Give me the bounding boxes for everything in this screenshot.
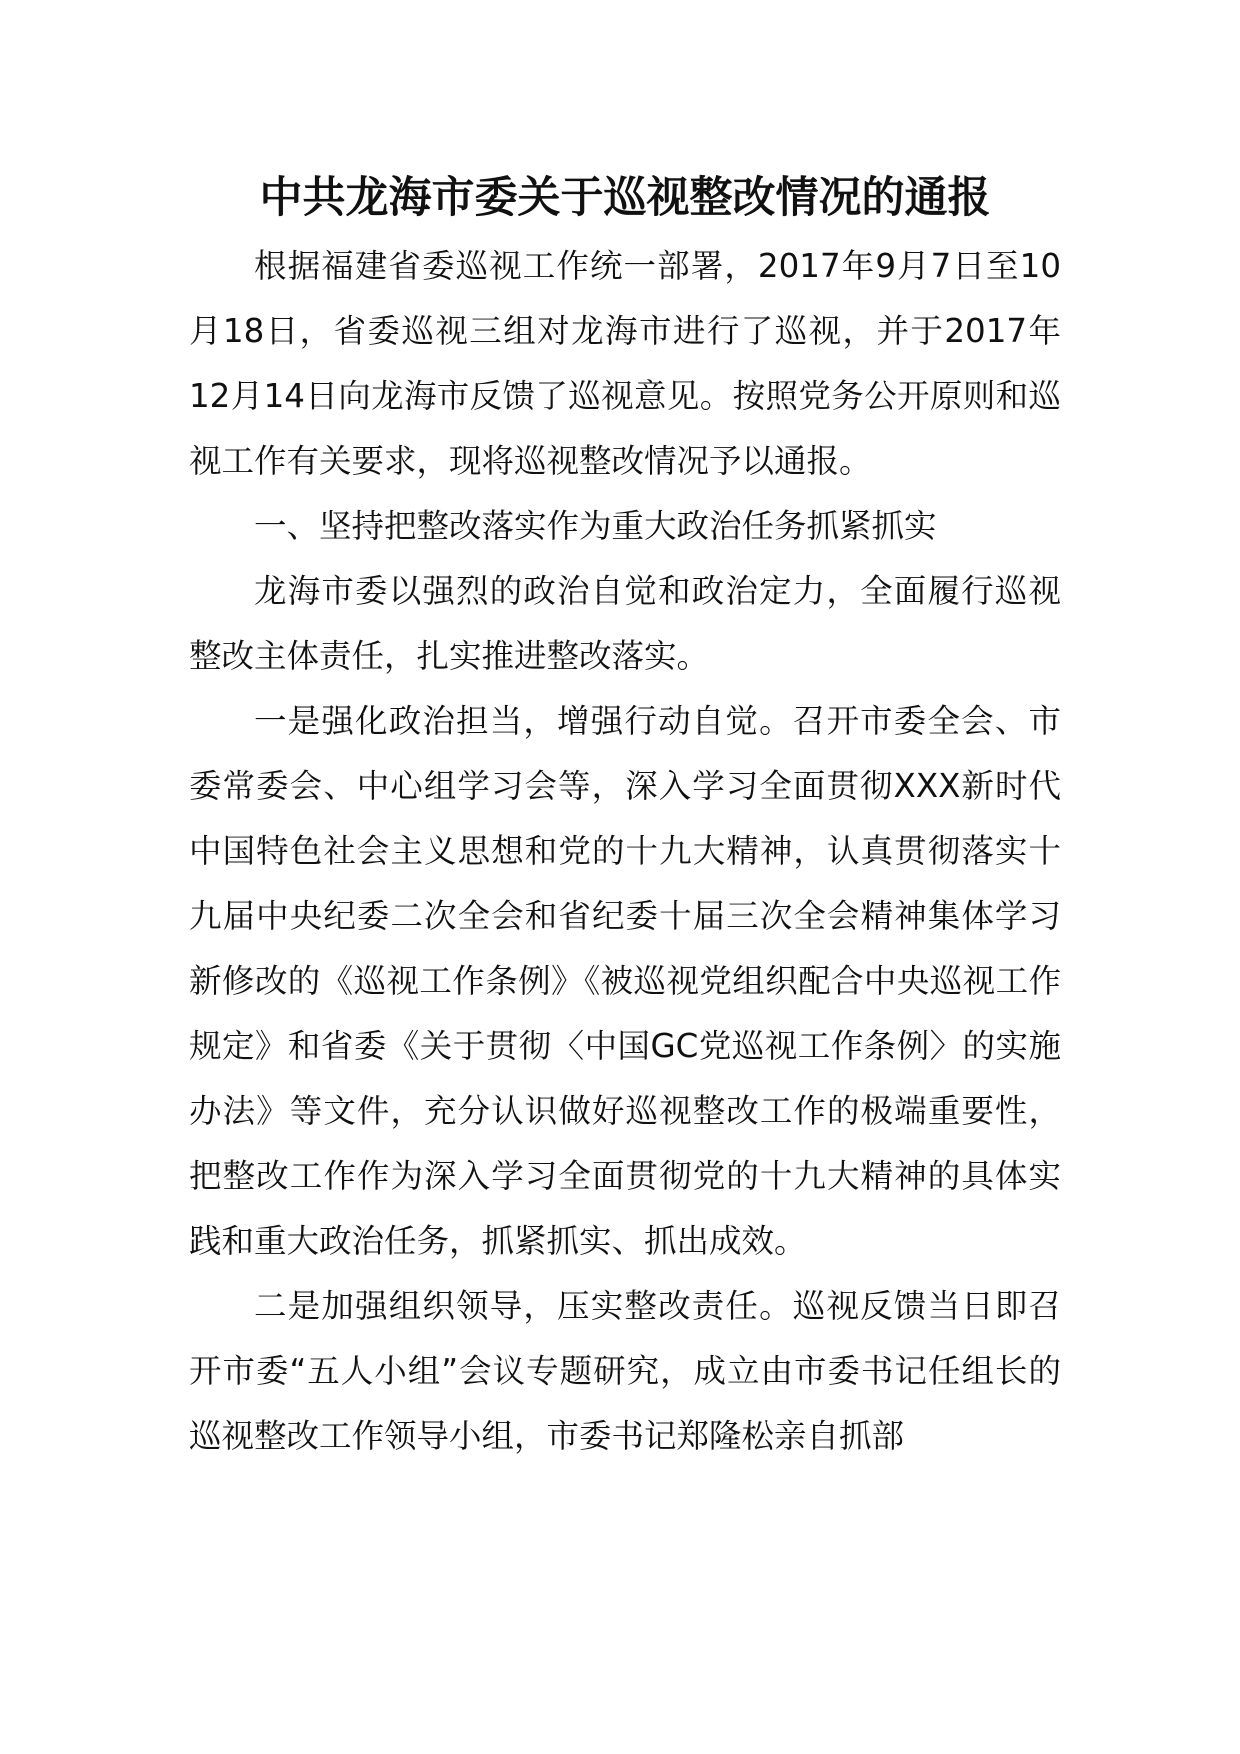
document-page: [189, 168, 1061, 1469]
paragraph-point-one: 一是强化政治担当，增强行动自觉。召开市委全会、市委常委会、中心组学习会等，深入学习全面贯彻XXX新时代中国特色社会主义思想和党的十九大精神，认真贯彻落实十九届中央纪委二次全会和省纪委十届三次全会精神集体学习新修改的《巡视工作条例》《被巡视党组织配合中央巡视工作规定》和省委《关于贯彻〈中国GC党巡视工作条例〉的实施办法》等文件，充分认识做好巡视整改工作的极端重要性，把整改工作作为深入学习全面贯彻党的十九大精神的具体实践和重大政治任务，抓紧抓实、抓出成效。: [189, 702, 1061, 1260]
document-body: [189, 234, 1061, 1469]
document-title: 中共龙海市委关于巡视整改情况的通报: [259, 173, 991, 223]
paragraph-point-two: 二是加强组织领导，压实整改责任。巡视反馈当日即召开市委“五人小组”会议专题研究，成立由市委书记任组长的巡视整改工作领导小组，市委书记郑隆松亲自抓部: [189, 1287, 1061, 1455]
section-heading-one: 一、坚持把整改落实作为重大政治任务抓紧抓实: [254, 507, 937, 545]
paragraph-summary: 龙海市委以强烈的政治自觉和政治定力，全面履行巡视整改主体责任，扎实推进整改落实。: [189, 572, 1061, 675]
paragraph-intro: 根据福建省委巡视工作统一部署，2017年9月7日至10月18日，省委巡视三组对龙海市进行了巡视，并于2017年12月14日向龙海市反馈了巡视意见。按照党务公开原则和巡视工作有关要求，现将巡视整改情况予以通报。: [189, 247, 1061, 480]
